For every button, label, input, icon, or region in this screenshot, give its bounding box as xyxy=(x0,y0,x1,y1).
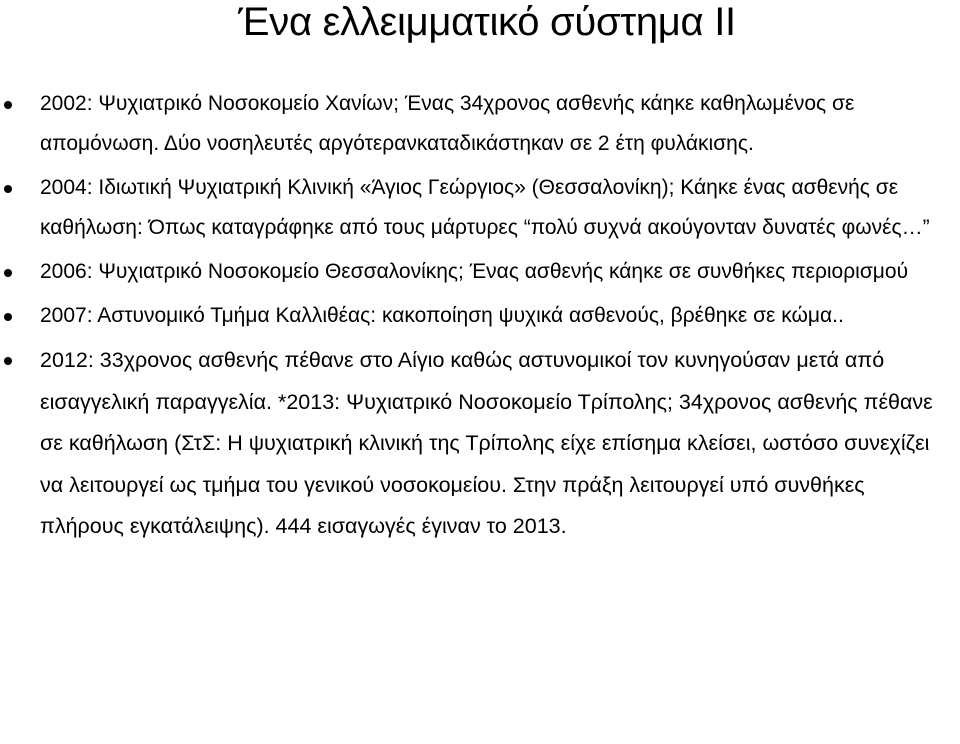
bullet-list xyxy=(0,84,960,552)
slide-title: Ένα ελλειμματικό σύστημα ΙΙ xyxy=(238,0,736,44)
bullet-item-2006: 2006: Ψυχιατρικό Νοσοκομείο Θεσσαλονίκης; Ένας ασθενής κάηκε σε συνθήκες περιορισμού xyxy=(0,252,960,292)
bullet-item-2002: 2002: Ψυχιατρικό Νοσοκομείο Χανίων; Ένας 34χρονος ασθενής κάηκε καθηλωμένος σε απομόνωση. Δύο νοσηλευτές αργότερανκαταδικάστηκαν σε 2 έτη φυλάκισης. xyxy=(0,84,960,164)
bullet-item-2012: 2012: 33χρονος ασθενής πέθανε στο Αίγιο καθώς αστυνομικοί τον κυνηγούσαν μετά από εισαγγελική παραγγελία. *2013: Ψυχιατρικό Νοσοκομείο Τρίπολης; 34χρονος ασθενής πέθανε σε καθήλωση (ΣτΣ: Η ψυχιατρική κλινική της Τρίπολης είχε επίσημα κλείσει, ωστόσο συνεχίζει να λειτουργεί ως τμήμα του γενικού νοσοκομείου. Στην πράξη λειτουργεί υπό συνθήκες πλήρους εγκατάλειψης). 444 εισαγωγές έγιναν το 2013. xyxy=(0,340,960,548)
bullet-item-2004: 2004: Ιδιωτική Ψυχιατρική Κλινική «Άγιος Γεώργιος» (Θεσσαλονίκη); Κάηκε ένας ασθενής σε καθήλωση: Όπως καταγράφηκε από τους μάρτυρες “πολύ συχνά ακούγονταν δυνατές φωνές…” xyxy=(0,168,960,248)
bullet-item-2007: 2007: Αστυνομικό Τμήμα Καλλιθέας: κακοποίηση ψυχικά ασθενούς, βρέθηκε σε κώμα.. xyxy=(0,296,960,336)
